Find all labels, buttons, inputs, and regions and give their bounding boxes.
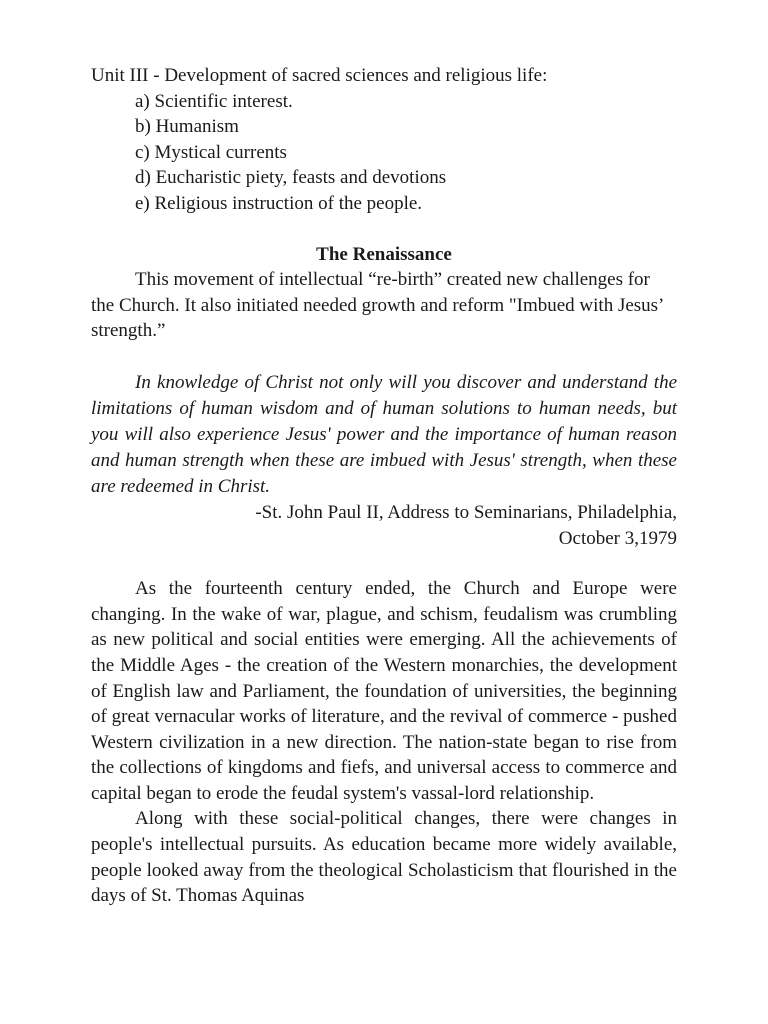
unit-topic-item: b) Humanism	[135, 116, 239, 138]
attribution-line-1: -St. John Paul II, Address to Seminarians, Philadelphia,	[255, 501, 677, 523]
unit-title: Unit III - Development of sacred sciences and religious life:	[91, 65, 548, 86]
unit-topic-item: d) Eucharistic piety, feasts and devotions	[135, 167, 447, 189]
unit-topic-item: e) Religious instruction of the people.	[135, 192, 423, 214]
unit-topic-item: a) Scientific interest.	[135, 90, 293, 112]
section-heading: The Renaissance	[316, 243, 452, 265]
unit-topic-item: c) Mystical currents	[135, 141, 287, 163]
document-page	[91, 63, 677, 909]
body-paragraph-1: As the fourteenth century ended, the Church and Europe were changing. In the wake of war, plague, and schism, feudalism was crumbling as new political and social entities were emerging. All the achievements of the Middle Ages - the creation of the Western monarchies, the development of English law and Parliament, the foundation of universities, the beginning of great vernacular works of literature, and the revival of commerce - pushed Western civilization in a new direction. The nation-state began to rise from the collections of kingdoms and fiefs, and universal access to commerce and capital began to erode the feudal system's vassal-lord relationship.	[91, 578, 677, 804]
body-paragraph-2: Along with these social-political changes, there were changes in people's intellectual pursuits. As education became more widely available, people looked away from the theological Scholasticism that flourished in the days of St. Thomas Aquinas	[91, 808, 677, 907]
intro-paragraph: This movement of intellectual “re-birth” created new challenges for the Church. It also initiated needed growth and reform "Imbued with Jesus’ strength.”	[91, 269, 663, 342]
block-quote: In knowledge of Christ not only will you discover and understand the limitations of human wisdom and of human solutions to human needs, but you will also experience Jesus' power and the importance of human reason and human strength when these are imbued with Jesus' strength, when these are redeemed in Christ.	[91, 371, 677, 497]
unit-topic-list	[91, 89, 677, 217]
quote-attribution	[91, 500, 677, 551]
attribution-line-2: October 3,1979	[558, 527, 677, 549]
